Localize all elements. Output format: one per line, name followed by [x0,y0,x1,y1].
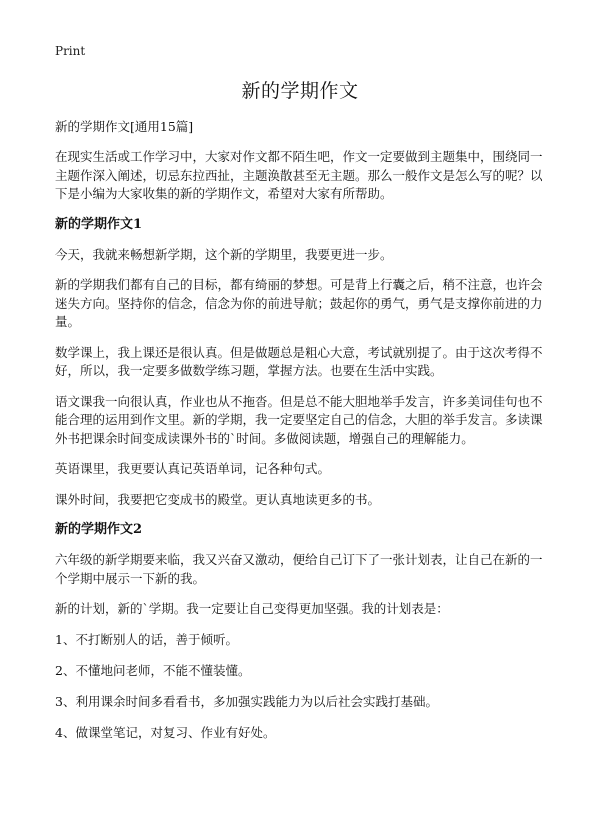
plan-list-item: 2、不懂地问老师，不能不懂装懂。 [55,662,251,678]
essay-1-paragraph: 课外时间，我要把它变成书的殿堂。更认真地读更多的书。 [55,491,381,507]
plan-list-item: 3、利用课余时间多看看书，多加强实践能力为以后社会实践打基础。 [55,693,438,709]
print-link[interactable]: Print [55,44,86,58]
essay-1-paragraph: 今天，我就来畅想新学期，这个新的学期里，我要更进一步。 [55,246,393,262]
essay-2-paragraph: 六年级的新学期要来临，我又兴奋又激动，便给自己订下了一张计划表，让自己在新的一个学期中展示一下新的我。 [55,552,543,586]
essay-1-paragraph: 新的学期我们都有自己的目标，都有绮丽的梦想。可是背上行囊之后，稍不注意，也许会迷失方向。坚持你的信念，信念为你的前进导航；鼓起你的勇气，勇气是支撑你前进的力量。 [55,277,543,329]
essay-2-heading: 新的学期作文2 [55,522,143,537]
essay-2-paragraph: 新的计划，新的`学期。我一定要让自己变得更加坚强。我的计划表是： [55,601,449,616]
intro-paragraph: 在现实生活或工作学习中，大家对作文都不陌生吧，作文一定要做到主题集中，围绕同一主题作深入阐述，切忌东拉西扯，主题涣散甚至无主题。那么一般作文是怎么写的呢？以下是小编为大家收集的新的学期作文，希望对大家有所帮助。 [55,149,543,201]
plan-list-item: 4、做课堂笔记，对复习、作业有好处。 [55,724,276,740]
essay-1-paragraph: 数学课上，我上课还是很认真。但是做题总是粗心大意，考试就别提了。由于这次考得不好，所以，我一定要多做数学练习题，掌握方法。也要在生活中实践。 [55,344,543,378]
article-body [55,118,547,755]
article-subtitle: 新的学期作文[通用15篇] [55,119,194,134]
essay-1-paragraph: 英语课里，我更要认真记英语单词，记各种句式。 [55,461,331,476]
plan-list-item: 1、不打断别人的话，善于倾听。 [55,631,238,647]
essay-1-heading: 新的学期作文1 [55,216,143,232]
page-title: 新的学期作文 [241,80,359,102]
essay-1-paragraph: 语文课我一向很认真，作业也从不拖沓。但是总不能大胆地举手发言，许多美词佳句也不能合理的运用到作文里。新的学期，我一定要坚定自己的信念，大胆的举手发言。多读课外书把课余时间变成读课外书的`时间。多做阅读题，增强自己的理解能力。 [55,393,543,446]
